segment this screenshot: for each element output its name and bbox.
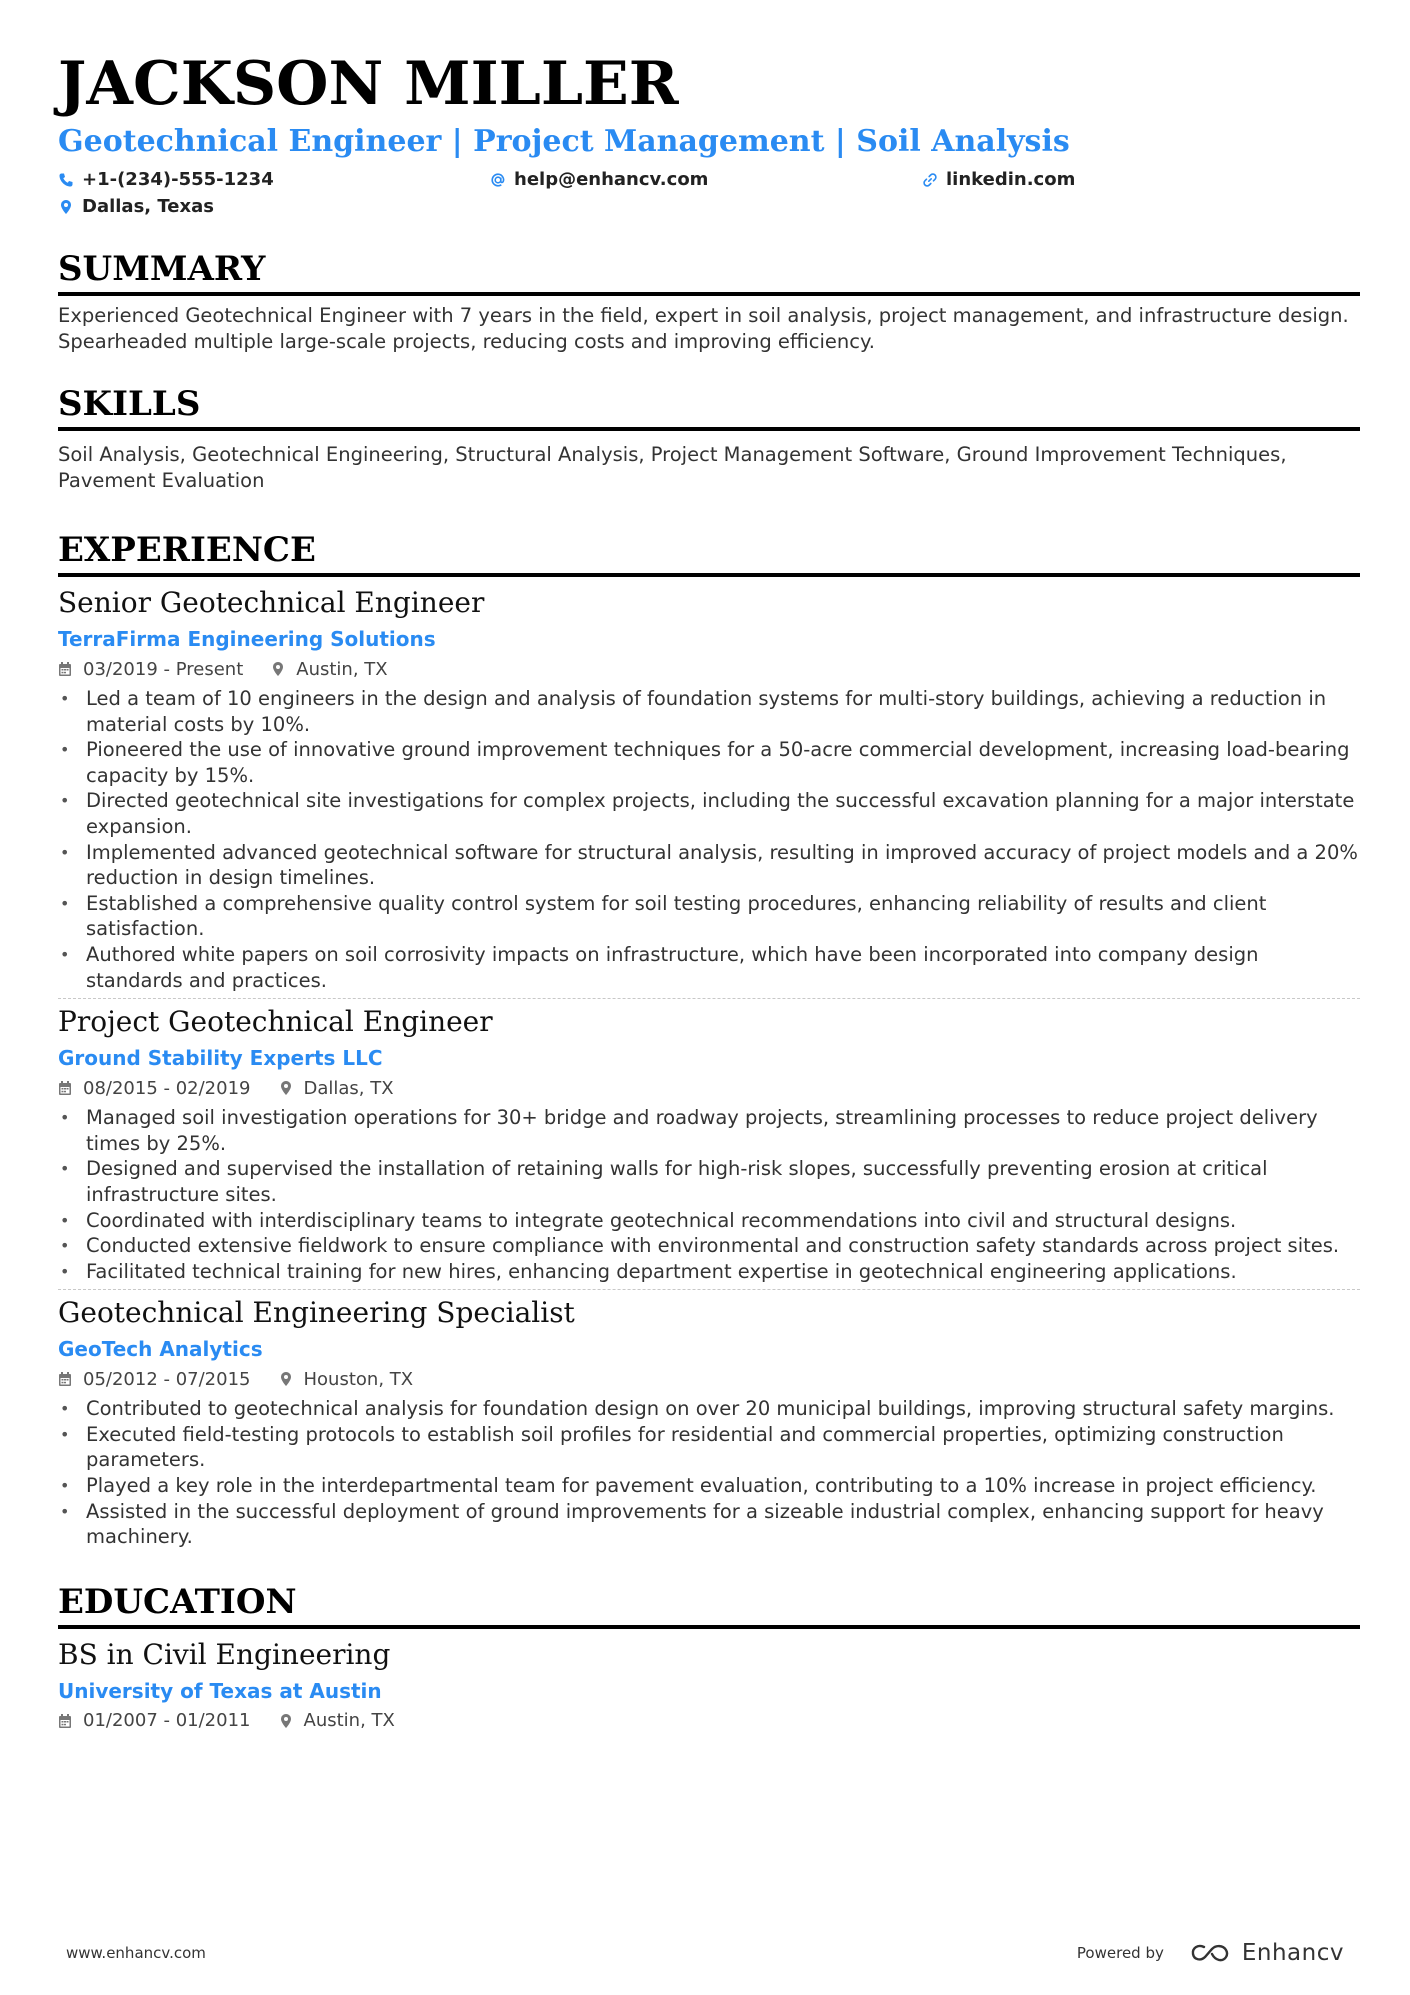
job-title: Senior Geotechnical Engineer — [58, 586, 485, 619]
candidate-name: JACKSON MILLER — [58, 49, 679, 119]
education-meta — [58, 1706, 1360, 1736]
location-text: Dallas, TX — [303, 1077, 394, 1099]
list-item: • Coordinated with interdisciplinary teams to integrate geotechnical recommendations into civil and structural designs. — [58, 1208, 1360, 1234]
achievement-list — [58, 1105, 1360, 1284]
location-text: Austin, TX — [303, 1710, 395, 1732]
list-item: • Authored white papers on soil corrosivity impacts on infrastructure, which have been incorporated into company design standards and practices. — [58, 942, 1360, 993]
location-pin-icon — [271, 661, 285, 677]
linkedin[interactable] — [922, 166, 1354, 193]
calendar-icon — [58, 661, 72, 677]
email-text: help@enhancv.com — [514, 169, 709, 190]
powered-by-label: Powered by — [1076, 1944, 1164, 1962]
achievement-list — [58, 1396, 1360, 1550]
job-meta — [58, 1073, 1360, 1103]
education-entry — [58, 1636, 1360, 1736]
date-text: 05/2012 - 07/2015 — [83, 1368, 251, 1390]
summary-section — [58, 247, 1360, 355]
location-text: Houston, TX — [303, 1368, 414, 1390]
date-text: 08/2015 - 02/2019 — [83, 1077, 251, 1099]
resume-page — [58, 48, 1360, 1736]
experience-entry — [58, 1003, 1360, 1284]
phone-icon — [58, 172, 74, 188]
footer — [66, 1940, 1344, 1966]
date-text: 01/2007 - 01/2011 — [83, 1710, 251, 1732]
achievement-list — [58, 686, 1360, 993]
brand-logo[interactable] — [1190, 1940, 1344, 1966]
location-text: Dallas, Texas — [82, 196, 214, 217]
list-item: • Established a comprehensive quality control system for soil testing procedures, enhancing reliability of results and client satisfaction. — [58, 891, 1360, 942]
list-item: • Managed soil investigation operations for 30+ bridge and roadway projects, streamlining processes to reduce project delivery times by 25%. — [58, 1105, 1360, 1156]
calendar-icon — [58, 1713, 72, 1729]
list-item: • Played a key role in the interdepartmental team for pavement evaluation, contributing to a 10% increase in project efficiency. — [58, 1473, 1360, 1499]
job-meta — [58, 1364, 1360, 1394]
experience-section — [58, 528, 1360, 1550]
list-item: • Contributed to geotechnical analysis for foundation design on over 20 municipal buildings, improving structural safety margins. — [58, 1396, 1360, 1422]
job-location — [271, 659, 387, 680]
job-location — [279, 1369, 414, 1390]
date-text: 03/2019 - Present — [83, 658, 244, 680]
list-item: • Directed geotechnical site investigations for complex projects, including the successful excavation planning for a major interstate expansion. — [58, 788, 1360, 839]
calendar-icon — [58, 1371, 72, 1387]
header — [58, 48, 1360, 220]
date-range — [58, 1078, 251, 1099]
section-title: SKILLS — [58, 382, 1360, 431]
job-title: Project Geotechnical Engineer — [58, 1005, 493, 1039]
list-item: • Designed and supervised the installation of retaining walls for high-risk slopes, successfully preventing erosion at critical infrastructure sites. — [58, 1156, 1360, 1207]
list-item: • Implemented advanced geotechnical software for structural analysis, resulting in improved accuracy of project models and a 20% reduction in design timelines. — [58, 840, 1360, 891]
date-range — [58, 1710, 251, 1731]
website-link[interactable]: www.enhancv.com — [66, 1944, 206, 1962]
calendar-icon — [58, 1080, 72, 1096]
location-pin-icon — [279, 1080, 293, 1096]
list-item: • Led a team of 10 engineers in the design and analysis of foundation systems for multi-story buildings, achieving a reduction in material costs by 10%. — [58, 686, 1360, 737]
section-title: EDUCATION — [58, 1580, 1360, 1629]
date-range — [58, 659, 243, 680]
degree: BS in Civil Engineering — [58, 1637, 391, 1671]
location-pin-icon — [279, 1371, 293, 1387]
skills-section — [58, 382, 1360, 494]
divider — [58, 998, 1360, 999]
link-icon — [922, 172, 938, 188]
list-item: • Conducted extensive fieldwork to ensure compliance with environmental and construction safety standards across project sites. — [58, 1233, 1360, 1259]
education-location — [279, 1710, 395, 1731]
location-pin-icon — [58, 199, 74, 215]
headline: Geotechnical Engineer | Project Management | Soil Analysis — [58, 124, 1070, 159]
phone — [58, 166, 490, 193]
brand-name: Enhancv — [1241, 1940, 1344, 1966]
job-title: Geotechnical Engineering Specialist — [58, 1296, 575, 1330]
location-text: Austin, TX — [296, 658, 388, 680]
contact-info — [58, 166, 1360, 220]
enhancv-logo-icon — [1190, 1942, 1234, 1964]
job-location — [279, 1078, 394, 1099]
summary-text: Experienced Geotechnical Engineer with 7 years in the field, expert in soil analysis, project management, and infrastructure design. Spearheaded multiple large-scale projects, reducing costs and improving efficiency. — [58, 304, 1349, 353]
list-item: • Facilitated technical training for new hires, enhancing department expertise in geotechnical engineering applications. — [58, 1259, 1360, 1285]
education-section — [58, 1580, 1360, 1736]
email[interactable] — [490, 166, 922, 193]
divider — [58, 1289, 1360, 1290]
experience-entry — [58, 1294, 1360, 1550]
job-meta — [58, 654, 1360, 684]
section-title: EXPERIENCE — [58, 528, 1360, 577]
section-title: SUMMARY — [58, 247, 1360, 296]
skills-text: Soil Analysis, Geotechnical Engineering, Structural Analysis, Project Management Software, Ground Improvement Techniques, Pavement Evaluation — [58, 443, 1287, 492]
list-item: • Executed field-testing protocols to establish soil profiles for residential and commercial properties, optimizing construction parameters. — [58, 1422, 1360, 1473]
company-name: GeoTech Analytics — [58, 1337, 263, 1362]
company-name: TerraFirma Engineering Solutions — [58, 627, 436, 651]
at-icon — [490, 172, 506, 188]
list-item: • Assisted in the successful deployment of ground improvements for a sizeable industrial complex, enhancing support for heavy machinery. — [58, 1499, 1360, 1550]
location-pin-icon — [279, 1713, 293, 1729]
date-range — [58, 1369, 251, 1390]
experience-entry — [58, 584, 1360, 993]
linkedin-text: linkedin.com — [946, 169, 1076, 190]
phone-text: +1-(234)-555-1234 — [82, 169, 274, 190]
location — [58, 193, 490, 220]
school-name: University of Texas at Austin — [58, 1678, 382, 1703]
list-item: • Pioneered the use of innovative ground improvement techniques for a 50-acre commercial development, increasing load-bearing capacity by 15%. — [58, 737, 1360, 788]
powered-by — [1077, 1940, 1344, 1966]
company-name: Ground Stability Experts LLC — [58, 1046, 383, 1071]
